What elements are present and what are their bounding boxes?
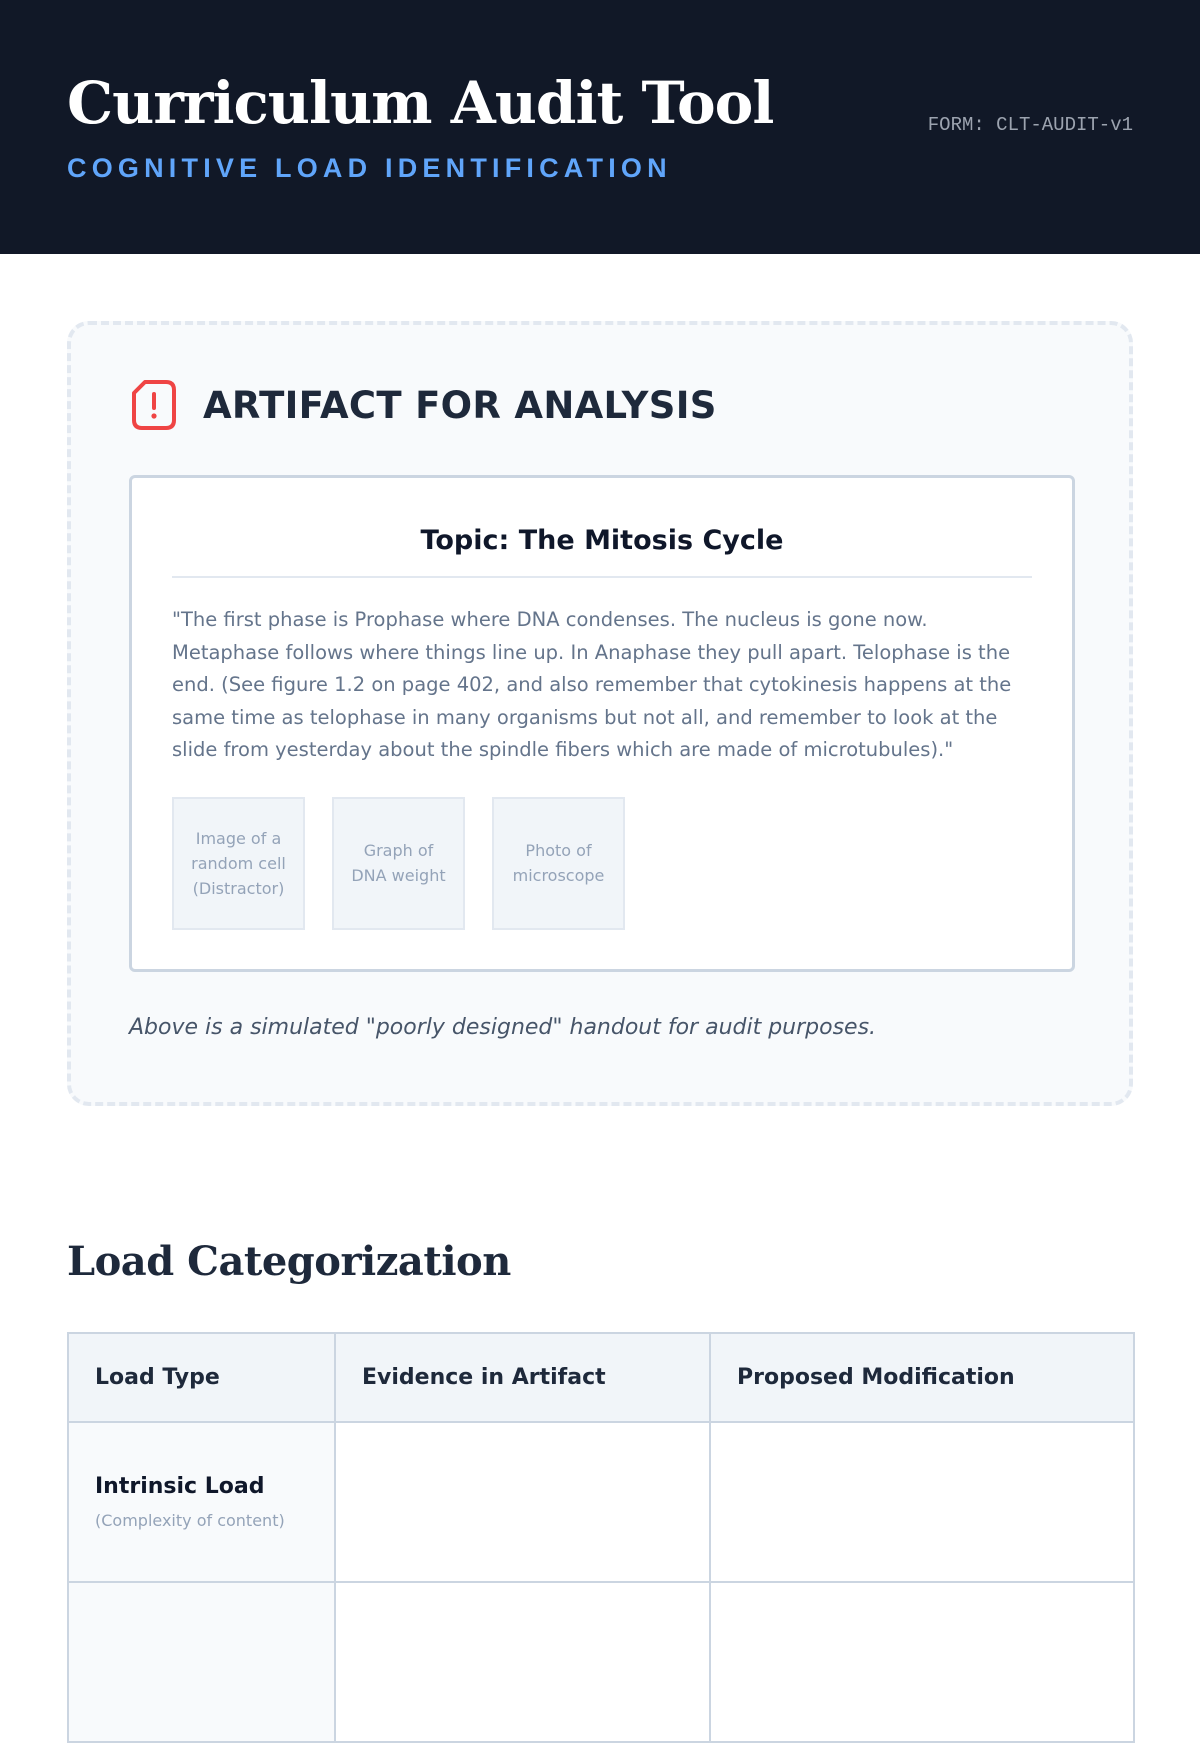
page-header <box>0 0 1200 254</box>
page-subtitle: COGNITIVE LOAD IDENTIFICATION <box>67 153 672 183</box>
handout-card <box>129 475 1075 972</box>
modification-cell[interactable] <box>710 1582 1134 1742</box>
column-header-modification: Proposed Modification <box>710 1333 1134 1422</box>
load-categorization-table <box>67 1332 1135 1743</box>
modification-cell[interactable] <box>710 1422 1134 1582</box>
load-type-cell <box>68 1582 335 1742</box>
column-header-load-type: Load Type <box>68 1333 335 1422</box>
figure-placeholder-distractor: Image of a random cell (Distractor) <box>172 797 305 930</box>
artifact-panel <box>67 321 1133 1106</box>
artifact-heading: ARTIFACT FOR ANALYSIS <box>203 383 717 427</box>
artifact-header <box>131 379 717 431</box>
handout-body-text: "The first phase is Prophase where DNA condenses. The nucleus is gone now. Metaphase follows where things line up. In Anaphase they pull apart. Telophase is the end. (See figure 1.2 on page 402, and also remember that cytokinesis happens at the same time as telophase in many organisms but not all, and remember to look at the slide from yesterday about the spindle fibers which are made of microtubules)." <box>172 608 1012 762</box>
section-title-load-categorization: Load Categorization <box>67 1238 511 1285</box>
table-row <box>68 1422 1134 1582</box>
load-type-cell <box>68 1422 335 1582</box>
load-type-name: Intrinsic Load <box>95 1474 265 1499</box>
column-header-evidence: Evidence in Artifact <box>335 1333 710 1422</box>
evidence-cell[interactable] <box>335 1422 710 1582</box>
table-header-row <box>68 1333 1134 1422</box>
figure-placeholder-microscope: Photo of microscope <box>492 797 625 930</box>
figure-placeholder-dna-graph: Graph of DNA weight <box>332 797 465 930</box>
evidence-cell[interactable] <box>335 1582 710 1742</box>
load-type-description: (Complexity of content) <box>95 1511 285 1530</box>
handout-divider <box>172 576 1032 578</box>
form-code-label: FORM: CLT-AUDIT-v1 <box>927 114 1133 136</box>
artifact-caption: Above is a simulated "poorly designed" handout for audit purposes. <box>129 1015 877 1040</box>
table-row <box>68 1582 1134 1742</box>
file-alert-icon <box>131 379 177 431</box>
handout-topic: Topic: The Mitosis Cycle <box>420 525 784 556</box>
page-title: Curriculum Audit Tool <box>67 69 774 137</box>
handout-figures <box>172 797 1032 930</box>
